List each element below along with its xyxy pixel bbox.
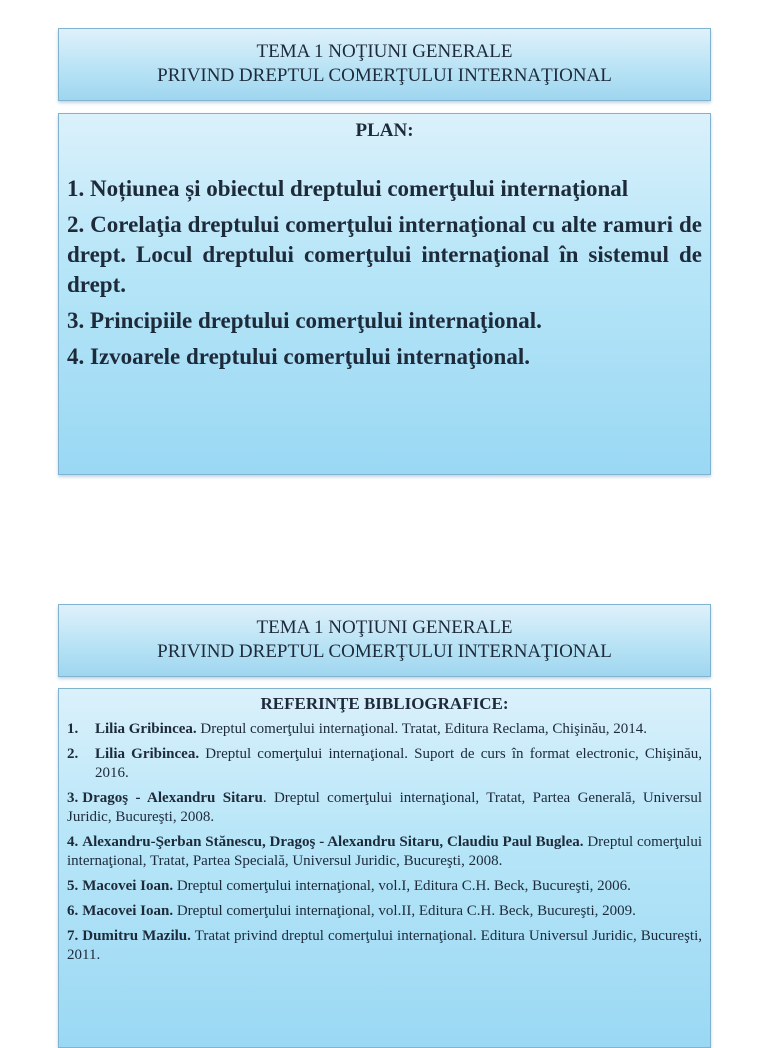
reference-item xyxy=(67,789,702,827)
plan-item: 4. Izvoarele dreptului comerţului internaţional. xyxy=(67,344,530,369)
reference-text: Dreptul comerţului internaţional. Suport de curs în format electronic, Chişinău, 2016. xyxy=(95,746,703,781)
reference-number: 1. xyxy=(67,721,79,737)
reference-number: 6. xyxy=(67,903,79,919)
reference-number: 5. xyxy=(67,878,79,894)
reference-author: Lilia Gribincea. xyxy=(95,746,200,762)
reference-item xyxy=(67,720,702,739)
slide1-title-line1: TEMA 1 NOŢIUNI GENERALE xyxy=(256,41,513,62)
reference-author: Dumitru Mazilu. xyxy=(82,928,191,944)
reference-author: Macovei Ioan. xyxy=(82,903,174,919)
reference-text: Tratat privind dreptul comerţului internaţional. Editura Universul Juridic, Bucureşti, 2011. xyxy=(67,928,702,963)
reference-number: 3. xyxy=(67,790,79,806)
reference-author: Macovei Ioan. xyxy=(82,878,174,894)
reference-text: . Dreptul comerţului internaţional, Tratat, Partea Generală, Universul Juridic, Bucureşti, 2008. xyxy=(67,790,703,825)
reference-number: 4. xyxy=(67,834,79,850)
reference-item xyxy=(67,833,702,871)
reference-text: Dreptul comerţului internaţional, vol.II, Editura C.H. Beck, Bucureşti, 2009. xyxy=(173,903,636,919)
reference-text: Dreptul comerţului internaţional, Tratat, Partea Specială, Universul Juridic, Bucureşti, 2008. xyxy=(67,834,702,869)
reference-author: Alexandru-Şerban Stănescu, Dragoş - Alexandru Sitaru, Claudiu Paul Buglea. xyxy=(82,834,584,850)
reference-item xyxy=(67,927,702,965)
reference-author: Lilia Gribincea. xyxy=(95,721,197,737)
reference-item xyxy=(67,745,702,783)
slide2-title-line2: PRIVIND DREPTUL COMERŢULUI INTERNAŢIONAL xyxy=(157,641,612,662)
slide2-title-line1: TEMA 1 NOŢIUNI GENERALE xyxy=(256,617,513,638)
plan-item: 2. Corelaţia dreptului comerţului internaţional cu alte ramuri de drept. Locul dreptului comerţului internaţional în sistemul de drept. xyxy=(67,212,702,297)
references-list xyxy=(67,720,702,965)
references-heading: REFERINŢE BIBLIOGRAFICE: xyxy=(260,694,509,713)
reference-item xyxy=(67,877,702,896)
plan-list xyxy=(67,174,702,372)
reference-number: 2. xyxy=(67,746,79,762)
slide1-title-box xyxy=(58,28,711,101)
reference-text: Dreptul comerţului internaţional. Tratat, Editura Reclama, Chişinău, 2014. xyxy=(196,721,647,737)
plan-box xyxy=(58,113,711,475)
reference-author: Dragoş - Alexandru Sitaru xyxy=(82,790,263,806)
plan-heading: PLAN: xyxy=(355,120,414,141)
reference-number: 7. xyxy=(67,928,79,944)
reference-item xyxy=(67,902,702,921)
slide2-title-box xyxy=(58,604,711,677)
plan-item: 1. Noțiunea și obiectul dreptului comerţului internaţional xyxy=(67,176,629,201)
plan-item: 3. Principiile dreptului comerţului internaţional. xyxy=(67,308,542,333)
reference-text: Dreptul comerţului internaţional, vol.I, Editura C.H. Beck, Bucureşti, 2006. xyxy=(173,878,631,894)
references-box xyxy=(58,688,711,1048)
slide1-title-line2: PRIVIND DREPTUL COMERŢULUI INTERNAŢIONAL xyxy=(157,65,612,86)
